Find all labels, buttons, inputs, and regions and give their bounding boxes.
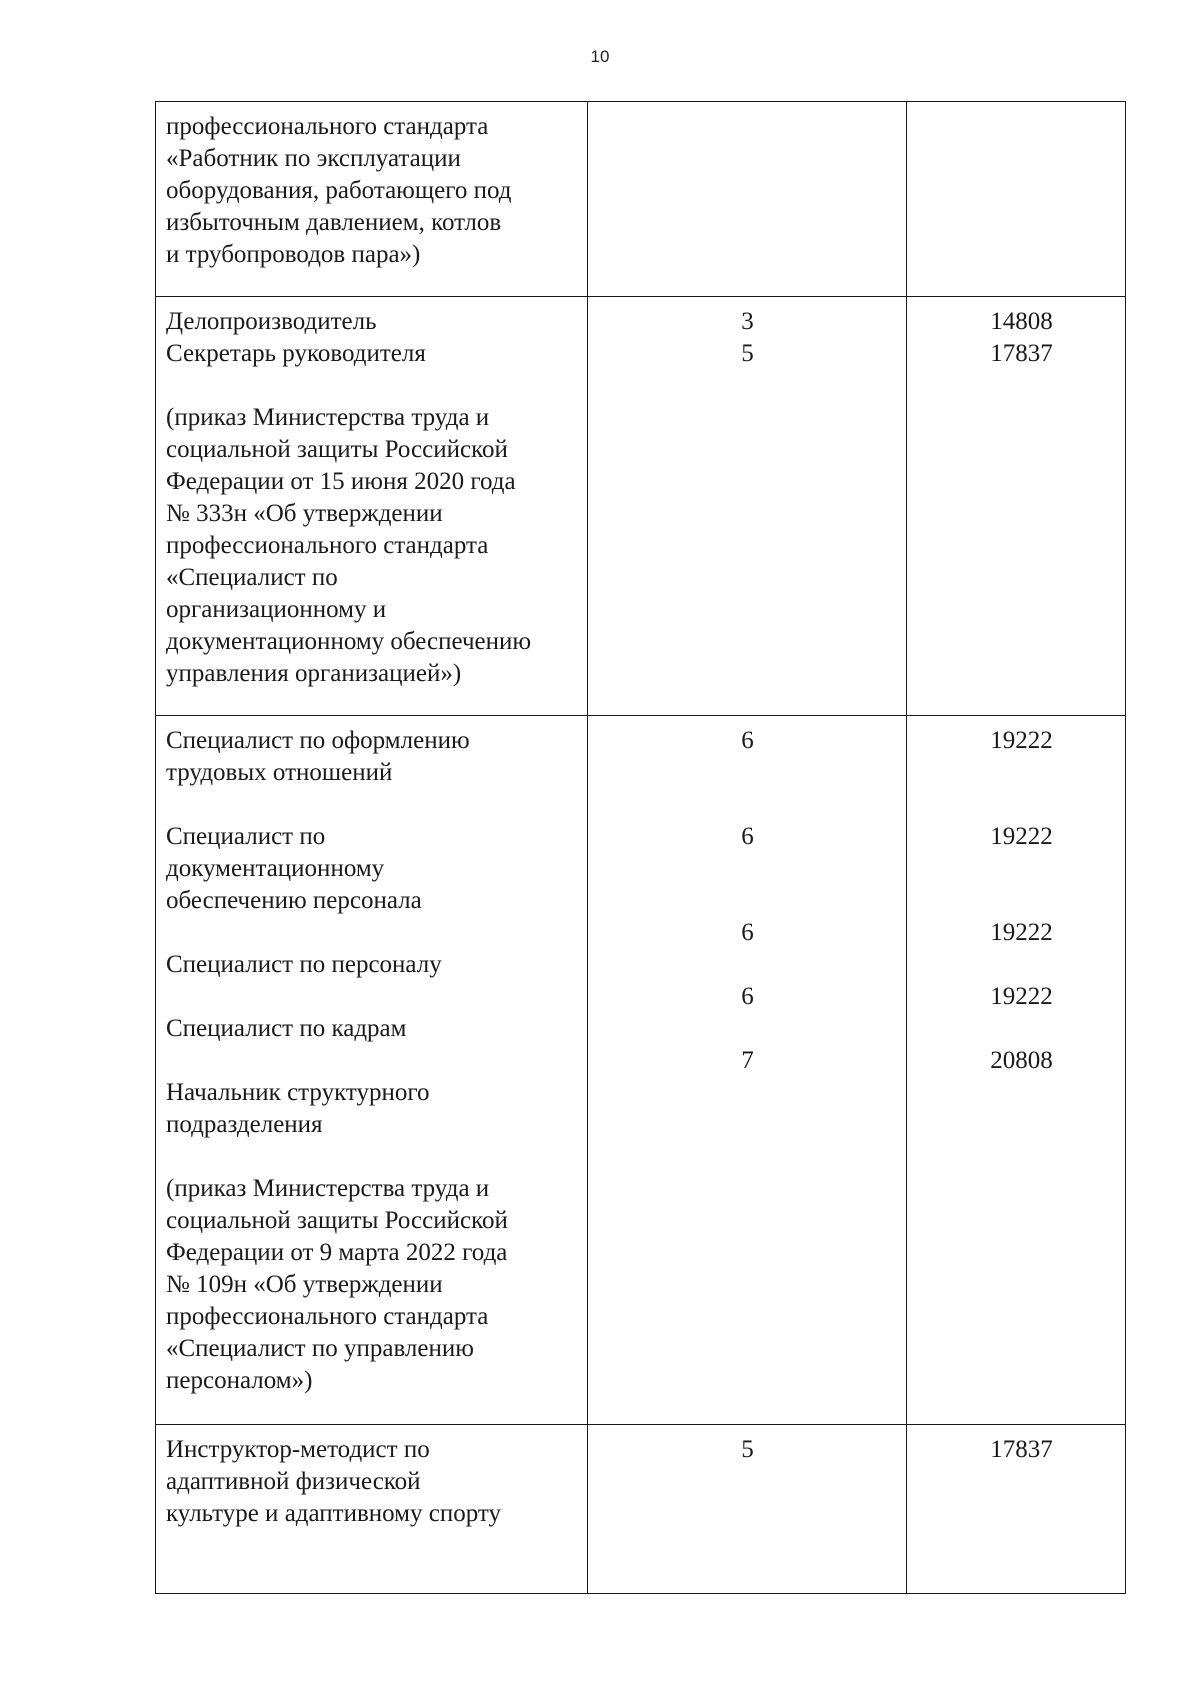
salary-value: 17837 — [990, 1436, 1053, 1463]
position-name: Специалист по оформлению — [166, 727, 470, 754]
qualification-level: 6 — [741, 823, 754, 850]
qualification-level: 3 — [741, 308, 754, 335]
position-name: Секретарь руководителя — [166, 340, 426, 367]
order-line: № 333н «Об утверждении — [166, 500, 443, 527]
order-line: «Специалист по управлению — [166, 1335, 474, 1362]
salary-value: 19222 — [990, 727, 1053, 754]
position-name: обеспечению персонала — [166, 887, 422, 914]
qualification-level: 7 — [741, 1047, 754, 1074]
qualification-level: 5 — [741, 1436, 754, 1463]
qualification-level: 6 — [741, 727, 754, 754]
position-name: Специалист по — [166, 823, 326, 850]
position-name: Специалист по кадрам — [166, 1015, 407, 1042]
salary-value: 17837 — [990, 340, 1053, 367]
salary-cell — [907, 297, 1126, 716]
position-name: документационному — [166, 855, 385, 882]
position-cell — [156, 297, 588, 716]
table-row — [156, 1425, 1126, 1594]
salary-cell — [907, 716, 1126, 1425]
table-row — [156, 102, 1126, 297]
salary-value: 20808 — [990, 1047, 1053, 1074]
salary-value: 19222 — [990, 983, 1053, 1010]
order-line: документационному обеспечению — [166, 628, 532, 655]
position-name: Инструктор-методист по — [166, 1436, 430, 1463]
order-line: персоналом») — [166, 1367, 313, 1394]
order-line: (приказ Министерства труда и — [166, 404, 490, 431]
order-line: Федерации от 15 июня 2020 года — [166, 468, 516, 495]
qualification-table — [155, 101, 1126, 1594]
position-cell — [156, 1425, 588, 1594]
salary-value: 19222 — [990, 919, 1053, 946]
text-line: избыточным давлением, котлов — [166, 209, 502, 236]
salary-cell — [907, 1425, 1126, 1594]
order-line: профессионального стандарта — [166, 1303, 489, 1330]
position-name: Специалист по персоналу — [166, 951, 442, 978]
text-line: оборудования, работающего под — [166, 177, 512, 204]
text-line: «Работник по эксплуатации — [166, 145, 461, 172]
table-row — [156, 297, 1126, 716]
position-cell — [156, 102, 588, 297]
level-cell — [588, 102, 907, 297]
level-cell — [588, 1425, 907, 1594]
position-name: трудовых отношений — [166, 759, 393, 786]
order-line: социальной защиты Российской — [166, 436, 508, 463]
position-name: Начальник структурного — [166, 1079, 430, 1106]
salary-value: 14808 — [990, 308, 1053, 335]
order-line: Федерации от 9 марта 2022 года — [166, 1239, 508, 1266]
order-line: социальной защиты Российской — [166, 1207, 508, 1234]
position-name: культуре и адаптивному спорту — [166, 1500, 501, 1527]
qualification-level: 6 — [741, 919, 754, 946]
page-number: 10 — [590, 47, 610, 66]
position-name: Делопроизводитель — [166, 308, 377, 335]
level-cell — [588, 297, 907, 716]
position-name: подразделения — [166, 1111, 323, 1138]
order-line: управления организацией») — [166, 660, 462, 687]
level-cell — [588, 716, 907, 1425]
salary-value: 19222 — [990, 823, 1053, 850]
table-row — [156, 716, 1126, 1425]
qualification-level: 5 — [741, 340, 754, 367]
text-line: и трубопроводов пара») — [166, 241, 421, 268]
position-cell — [156, 716, 588, 1425]
position-name: адаптивной физической — [166, 1468, 421, 1495]
order-line: организационному и — [166, 596, 387, 623]
qualification-level: 6 — [741, 983, 754, 1010]
order-line: № 109н «Об утверждении — [166, 1271, 443, 1298]
order-line: «Специалист по — [166, 564, 338, 591]
text-line: профессионального стандарта — [166, 113, 489, 140]
order-line: (приказ Министерства труда и — [166, 1175, 490, 1202]
order-line: профессионального стандарта — [166, 532, 489, 559]
salary-cell — [907, 102, 1126, 297]
